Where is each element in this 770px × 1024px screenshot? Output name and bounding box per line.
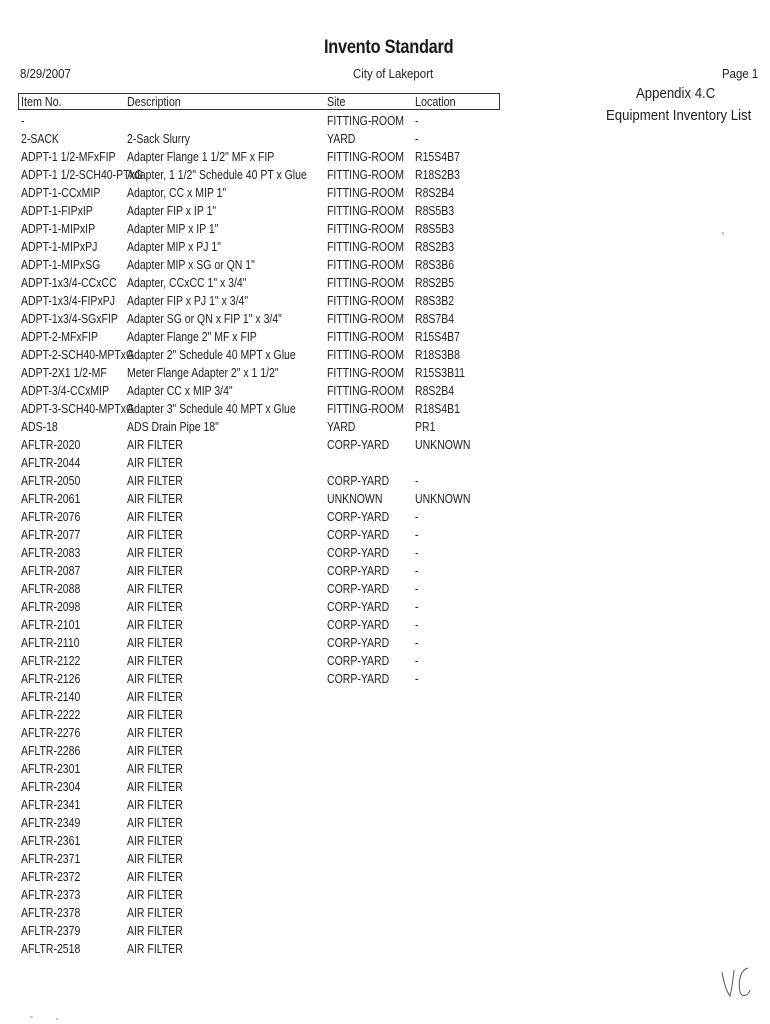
item-no-cell: AFLTR-2349 [21, 816, 81, 830]
description-cell: Adapter, CCxCC 1" x 3/4" [127, 276, 247, 290]
table-row [0, 274, 770, 292]
report-date: 8/29/2007 [20, 66, 71, 81]
description-cell: AIR FILTER [127, 600, 183, 614]
description-cell: Adapter SG or QN x FIP 1" x 3/4" [127, 312, 282, 326]
site-cell: FITTING-ROOM [327, 294, 404, 308]
item-no-cell: ADPT-1 1/2-SCH40-PTxG [21, 168, 143, 182]
description-cell: 2-Sack Slurry [127, 132, 191, 146]
location-cell: R18S2B3 [415, 168, 460, 182]
site-cell: CORP-YARD [327, 636, 390, 650]
location-cell: R15S4B7 [415, 330, 460, 344]
site-cell: YARD [327, 420, 356, 434]
location-cell: - [415, 132, 419, 146]
table-row [0, 940, 770, 958]
item-no-cell: ADPT-2-SCH40-MPTxG [21, 348, 135, 362]
table-row [0, 688, 770, 706]
table-row [0, 724, 770, 742]
table-row [0, 166, 770, 184]
description-cell: AIR FILTER [127, 816, 183, 830]
table-row [0, 310, 770, 328]
document-title: Invento Standard [324, 37, 454, 58]
table-row [0, 904, 770, 922]
table-row [0, 364, 770, 382]
location-cell: R8S2B5 [415, 276, 455, 290]
description-cell: AIR FILTER [127, 924, 183, 938]
site-cell: FITTING-ROOM [327, 276, 404, 290]
description-cell: Adapter Flange 2" MF x FIP [127, 330, 257, 344]
item-no-cell: AFLTR-2361 [21, 834, 81, 848]
location-cell: - [415, 564, 419, 578]
item-no-cell: AFLTR-2372 [21, 870, 81, 884]
appendix-label: Appendix 4.C [636, 85, 716, 102]
location-cell: - [415, 582, 419, 596]
table-row [0, 886, 770, 904]
column-header-location: Location [415, 95, 456, 109]
location-cell: UNKNOWN [415, 492, 471, 506]
description-cell: AIR FILTER [127, 942, 183, 956]
site-cell: CORP-YARD [327, 474, 390, 488]
site-cell: CORP-YARD [327, 672, 390, 686]
description-cell: AIR FILTER [127, 798, 183, 812]
description-cell: AIR FILTER [127, 654, 183, 668]
site-cell: UNKNOWN [327, 492, 383, 506]
item-no-cell: AFLTR-2379 [21, 924, 81, 938]
item-no-cell: AFLTR-2110 [21, 636, 80, 650]
location-cell: - [415, 474, 419, 488]
description-cell: AIR FILTER [127, 636, 183, 650]
scan-speck [30, 1016, 33, 1018]
column-header-site: Site [327, 95, 346, 109]
table-row [0, 346, 770, 364]
description-cell: AIR FILTER [127, 474, 183, 488]
table-row [0, 760, 770, 778]
table-row [0, 526, 770, 544]
description-cell: AIR FILTER [127, 870, 183, 884]
item-no-cell: ADPT-1-MIPxPJ [21, 240, 98, 254]
item-no-cell: AFLTR-2020 [21, 438, 81, 452]
item-no-cell: ADPT-1x3/4-SGxFIP [21, 312, 118, 326]
item-no-cell: AFLTR-2126 [21, 672, 81, 686]
description-cell: AIR FILTER [127, 672, 183, 686]
location-cell: - [415, 636, 419, 650]
location-cell: R8S2B3 [415, 240, 455, 254]
table-row [0, 328, 770, 346]
description-cell: AIR FILTER [127, 906, 183, 920]
table-row [0, 850, 770, 868]
description-cell: AIR FILTER [127, 492, 183, 506]
item-no-cell: AFLTR-2122 [21, 654, 81, 668]
location-cell: PR1 [415, 420, 436, 434]
table-row [0, 256, 770, 274]
item-no-cell: AFLTR-2371 [21, 852, 81, 866]
site-cell: FITTING-ROOM [327, 240, 404, 254]
location-cell: R8S7B4 [415, 312, 455, 326]
item-no-cell: ADPT-2-MFxFIP [21, 330, 99, 344]
site-cell: FITTING-ROOM [327, 168, 404, 182]
table-row [0, 292, 770, 310]
item-no-cell: AFLTR-2140 [21, 690, 81, 704]
item-no-cell: AFLTR-2087 [21, 564, 81, 578]
location-cell: R8S5B3 [415, 204, 455, 218]
item-no-cell: 2-SACK [21, 132, 59, 146]
item-no-cell: ADPT-1-MIPxIP [21, 222, 96, 236]
location-cell: - [415, 114, 419, 128]
location-cell: R8S5B3 [415, 222, 455, 236]
table-row [0, 598, 770, 616]
location-cell: - [415, 546, 419, 560]
item-no-cell: ADPT-2X1 1/2-MF [21, 366, 107, 380]
site-cell: FITTING-ROOM [327, 150, 404, 164]
description-cell: AIR FILTER [127, 564, 183, 578]
site-cell: CORP-YARD [327, 618, 390, 632]
description-cell: AIR FILTER [127, 852, 183, 866]
table-row [0, 634, 770, 652]
item-no-cell: AFLTR-2050 [21, 474, 81, 488]
table-row [0, 508, 770, 526]
site-cell: FITTING-ROOM [327, 204, 404, 218]
item-no-cell: AFLTR-2044 [21, 456, 81, 470]
site-cell: FITTING-ROOM [327, 348, 404, 362]
table-row [0, 778, 770, 796]
description-cell: AIR FILTER [127, 456, 183, 470]
item-no-cell: - [21, 114, 25, 128]
site-cell: CORP-YARD [327, 564, 390, 578]
table-row [0, 742, 770, 760]
description-cell: AIR FILTER [127, 744, 183, 758]
site-cell: FITTING-ROOM [327, 312, 404, 326]
site-cell: FITTING-ROOM [327, 222, 404, 236]
table-row [0, 202, 770, 220]
description-cell: Adapter FIP x PJ 1" x 3/4" [127, 294, 249, 308]
item-no-cell: AFLTR-2276 [21, 726, 81, 740]
item-no-cell: ADPT-1x3/4-CCxCC [21, 276, 117, 290]
location-cell: - [415, 600, 419, 614]
site-cell: CORP-YARD [327, 528, 390, 542]
description-cell: Adapter FIP x IP 1" [127, 204, 217, 218]
appendix-subtitle: Equipment Inventory List [606, 107, 752, 124]
description-cell: AIR FILTER [127, 582, 183, 596]
description-cell: AIR FILTER [127, 438, 183, 452]
description-cell: Adapter, 1 1/2" Schedule 40 PT x Glue [127, 168, 307, 182]
description-cell: AIR FILTER [127, 690, 183, 704]
location-cell: - [415, 528, 419, 542]
location-cell: R18S3B8 [415, 348, 460, 362]
description-cell: AIR FILTER [127, 618, 183, 632]
item-no-cell: ADPT-1-MIPxSG [21, 258, 101, 272]
table-row [0, 544, 770, 562]
table-row [0, 418, 770, 436]
location-cell: R8S3B6 [415, 258, 455, 272]
description-cell: Adapter 2" Schedule 40 MPT x Glue [127, 348, 296, 362]
table-row [0, 238, 770, 256]
site-cell: FITTING-ROOM [327, 366, 404, 380]
item-no-cell: ADPT-1 1/2-MFxFIP [21, 150, 116, 164]
item-no-cell: AFLTR-2077 [21, 528, 81, 542]
item-no-cell: AFLTR-2378 [21, 906, 81, 920]
site-cell: YARD [327, 132, 356, 146]
site-cell: CORP-YARD [327, 438, 390, 452]
page-number: Page 1 [722, 66, 759, 81]
item-no-cell: AFLTR-2061 [21, 492, 81, 506]
description-cell: Adapter Flange 1 1/2" MF x FIP [127, 150, 275, 164]
column-header-description: Description [127, 95, 181, 109]
location-cell: - [415, 654, 419, 668]
table-row [0, 580, 770, 598]
description-cell: Adapter 3" Schedule 40 MPT x Glue [127, 402, 296, 416]
table-row [0, 454, 770, 472]
description-cell: Meter Flange Adapter 2" x 1 1/2" [127, 366, 279, 380]
table-row [0, 472, 770, 490]
table-row [0, 706, 770, 724]
city-name: City of Lakeport [353, 66, 434, 81]
table-row [0, 814, 770, 832]
table-row [0, 652, 770, 670]
table-row [0, 382, 770, 400]
location-cell: R8S2B4 [415, 186, 455, 200]
site-cell: FITTING-ROOM [327, 258, 404, 272]
handwritten-initials [718, 962, 754, 1002]
item-no-cell: AFLTR-2098 [21, 600, 81, 614]
item-no-cell: ADPT-1-CCxMIP [21, 186, 101, 200]
description-cell: Adapter MIP x PJ 1" [127, 240, 222, 254]
location-cell: R8S3B2 [415, 294, 455, 308]
inventory-table-body [0, 112, 770, 958]
table-row [0, 112, 770, 130]
description-cell: Adapter MIP x SG or QN 1" [127, 258, 255, 272]
item-no-cell: ADPT-1x3/4-FIPxPJ [21, 294, 115, 308]
item-no-cell: AFLTR-2076 [21, 510, 81, 524]
table-row [0, 436, 770, 454]
item-no-cell: ADPT-1-FIPxIP [21, 204, 93, 218]
item-no-cell: AFLTR-2373 [21, 888, 81, 902]
description-cell: AIR FILTER [127, 888, 183, 902]
item-no-cell: ADS-18 [21, 420, 58, 434]
description-cell: AIR FILTER [127, 834, 183, 848]
site-cell: CORP-YARD [327, 654, 390, 668]
site-cell: FITTING-ROOM [327, 114, 404, 128]
table-row [0, 832, 770, 850]
description-cell: Adapter CC x MIP 3/4" [127, 384, 233, 398]
description-cell: AIR FILTER [127, 762, 183, 776]
table-row [0, 400, 770, 418]
location-cell: - [415, 618, 419, 632]
table-row [0, 562, 770, 580]
site-cell: CORP-YARD [327, 510, 390, 524]
description-cell: AIR FILTER [127, 726, 183, 740]
scan-speck [722, 232, 724, 235]
site-cell: FITTING-ROOM [327, 384, 404, 398]
description-cell: AIR FILTER [127, 708, 183, 722]
table-row [0, 130, 770, 148]
description-cell: AIR FILTER [127, 510, 183, 524]
item-no-cell: AFLTR-2304 [21, 780, 81, 794]
description-cell: AIR FILTER [127, 780, 183, 794]
item-no-cell: ADPT-3/4-CCxMIP [21, 384, 110, 398]
location-cell: - [415, 672, 419, 686]
scan-speck [56, 1018, 58, 1020]
item-no-cell: AFLTR-2518 [21, 942, 81, 956]
location-cell: UNKNOWN [415, 438, 471, 452]
location-cell: R18S4B1 [415, 402, 460, 416]
location-cell: R15S3B11 [415, 366, 466, 380]
item-no-cell: AFLTR-2341 [21, 798, 81, 812]
location-cell: R15S4B7 [415, 150, 460, 164]
table-row [0, 922, 770, 940]
description-cell: Adaptor, CC x MIP 1" [127, 186, 227, 200]
table-row [0, 616, 770, 634]
location-cell: - [415, 510, 419, 524]
table-row [0, 148, 770, 166]
table-row [0, 490, 770, 508]
description-cell: Adapter MIP x IP 1" [127, 222, 219, 236]
table-row [0, 184, 770, 202]
description-cell: AIR FILTER [127, 528, 183, 542]
table-row [0, 670, 770, 688]
site-cell: CORP-YARD [327, 546, 390, 560]
table-row [0, 220, 770, 238]
item-no-cell: ADPT-3-SCH40-MPTxG [21, 402, 135, 416]
description-cell: AIR FILTER [127, 546, 183, 560]
item-no-cell: AFLTR-2301 [21, 762, 81, 776]
item-no-cell: AFLTR-2083 [21, 546, 81, 560]
item-no-cell: AFLTR-2222 [21, 708, 81, 722]
site-cell: CORP-YARD [327, 582, 390, 596]
site-cell: FITTING-ROOM [327, 402, 404, 416]
table-row [0, 868, 770, 886]
site-cell: FITTING-ROOM [327, 186, 404, 200]
location-cell: R8S2B4 [415, 384, 455, 398]
item-no-cell: AFLTR-2286 [21, 744, 81, 758]
description-cell: ADS Drain Pipe 18" [127, 420, 219, 434]
site-cell: CORP-YARD [327, 600, 390, 614]
table-row [0, 796, 770, 814]
site-cell: FITTING-ROOM [327, 330, 404, 344]
item-no-cell: AFLTR-2088 [21, 582, 81, 596]
item-no-cell: AFLTR-2101 [21, 618, 81, 632]
column-header-item-no: Item No. [21, 95, 62, 109]
